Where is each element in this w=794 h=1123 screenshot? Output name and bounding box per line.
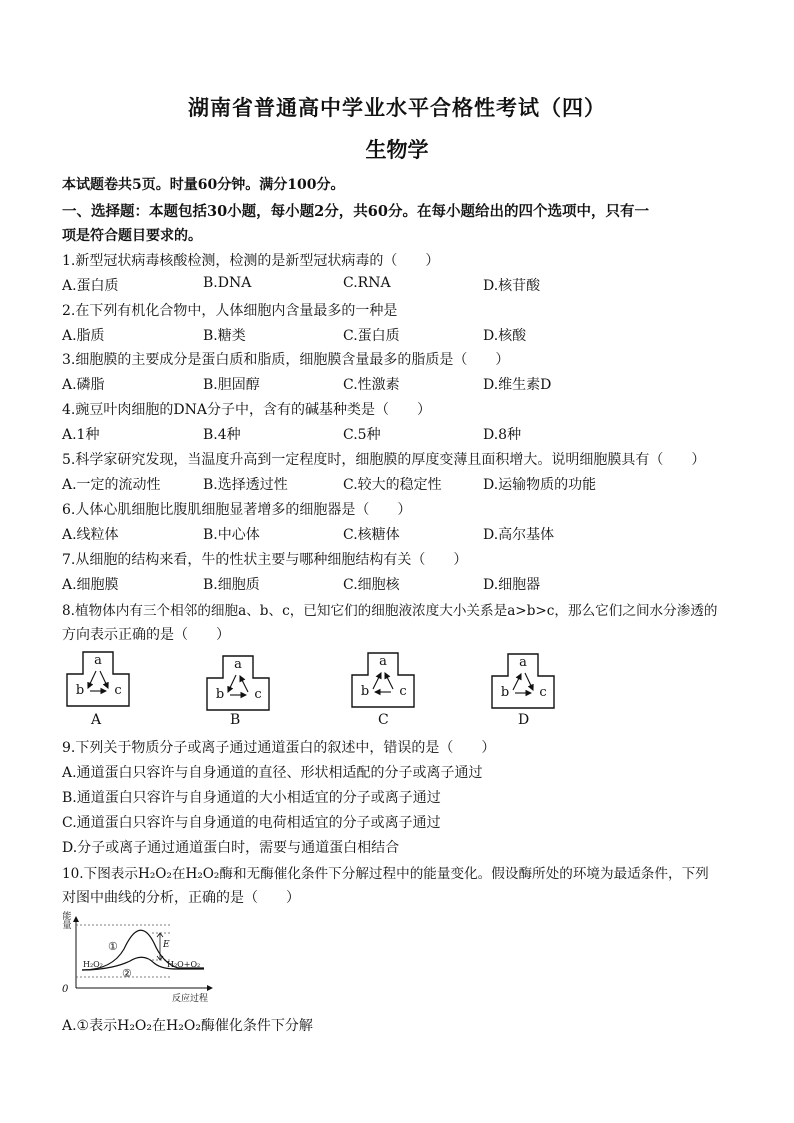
graph-origin: 0: [62, 984, 69, 995]
question-stem-cont: 方向表示正确的是（ ）: [62, 627, 230, 643]
cell-c-label: c: [399, 684, 407, 699]
option-a: A.1种: [62, 427, 100, 443]
cell-c-label: c: [539, 685, 547, 700]
option-c: C.性激素: [343, 377, 400, 393]
osmosis-diagram-b: [206, 655, 270, 715]
cell-c-label: c: [114, 683, 122, 698]
cell-c-label: c: [254, 687, 262, 702]
section-heading: 一、选择题：本题包括30小题，每小题2分，共60分。在每小题给出的四个选项中，只有一: [62, 203, 649, 220]
option-b: B.选择透过性: [203, 477, 288, 493]
option-b: B.4种: [203, 427, 241, 443]
option-a: A.一定的流动性: [62, 477, 161, 493]
question-stem: 7.从细胞的结构来看，牛的性状主要与哪种细胞结构有关（ ）: [62, 552, 468, 568]
question-stem: 9.下列关于物质分子或离子通过通道蛋白的叙述中，错误的是（ ）: [62, 740, 496, 756]
option-d: D.核酸: [483, 328, 527, 344]
option-d: D.细胞器: [483, 577, 541, 593]
cell-b-label: b: [500, 685, 510, 700]
osmosis-diagram-d: [491, 653, 555, 713]
option-c: C.蛋白质: [343, 328, 400, 344]
cell-a-label: a: [379, 654, 387, 669]
option-a: A.线粒体: [62, 527, 119, 543]
option-a: A.①表示H₂O₂在H₂O₂酶催化条件下分解: [62, 1018, 313, 1034]
question-stem: 3.细胞膜的主要成分是蛋白质和脂质，细胞膜含量最多的脂质是（ ）: [62, 352, 510, 368]
exam-title: 湖南省普通高中学业水平合格性考试（四）: [188, 95, 606, 120]
option-b: B.细胞质: [203, 577, 260, 593]
curve-2-label: ②: [122, 967, 132, 980]
option-a: A.磷脂: [62, 377, 105, 393]
option-a: A.细胞膜: [62, 577, 119, 593]
diagram-d-label: D: [518, 712, 530, 728]
option-c: C.RNA: [343, 275, 391, 291]
cell-b-label: b: [360, 684, 370, 699]
exam-intro: 本试题卷共5页。时量60分钟。满分100分。: [62, 177, 345, 193]
option-d: D.高尔基体: [483, 527, 555, 543]
question-stem: 2.在下列有机化合物中，人体细胞内含量最多的一种是: [62, 303, 398, 319]
osmosis-diagram-c: [351, 652, 415, 712]
option-a: A.蛋白质: [62, 278, 119, 294]
cell-a-label: a: [234, 657, 242, 672]
graph-ylabel: 能量: [62, 912, 72, 931]
cell-a-label: a: [94, 653, 102, 668]
cell-a-label: a: [519, 655, 527, 670]
question-stem: 8.植物体内有三个相邻的细胞a、b、c，已知它们的细胞液浓度大小关系是a>b>c，那么它们之间水分渗透的: [62, 603, 718, 619]
option-d: D.维生素D: [483, 377, 552, 393]
option-c: C.较大的稳定性: [343, 477, 442, 493]
option-c: C.核糖体: [343, 527, 400, 543]
subject-title: 生物学: [365, 137, 429, 162]
option-c: C.5种: [343, 427, 381, 443]
diagram-a-label: A: [91, 712, 102, 728]
option-d: D.运输物质的功能: [483, 477, 597, 493]
option-d: D.核苷酸: [483, 278, 541, 294]
reactant-label: H₂O₂: [83, 960, 103, 969]
option-b: B.DNA: [203, 275, 252, 291]
option-b: B.糖类: [203, 328, 246, 344]
curve-1-label: ①: [108, 940, 118, 953]
diagram-b-label: B: [230, 712, 241, 728]
option-c: C.细胞核: [343, 577, 400, 593]
cell-b-label: b: [215, 687, 225, 702]
question-stem: 4.豌豆叶肉细胞的DNA分子中，含有的碱基种类是（ ）: [62, 402, 431, 418]
option-c: C.通道蛋白只容许与自身通道的电荷相适宜的分子或离子通过: [62, 815, 441, 831]
graph-xlabel: 反应过程: [172, 994, 209, 1004]
product-label: H₂O+O₂: [167, 960, 201, 969]
option-b: B.通道蛋白只容许与自身通道的大小相适宜的分子或离子通过: [62, 790, 441, 806]
question-stem: 10.下图表示H₂O₂在H₂O₂酶和无酶催化条件下分解过程中的能量变化。假设酶所处的环境为最适条件，下列: [62, 866, 709, 882]
option-b: B.中心体: [203, 527, 260, 543]
option-a: A.脂质: [62, 328, 105, 344]
section-heading-cont: 项是符合题目要求的。: [62, 228, 202, 244]
question-stem-cont: 对图中曲线的分析，正确的是（ ）: [62, 890, 300, 906]
option-a: A.通道蛋白只容许与自身通道的直径、形状相适配的分子或离子通过: [62, 765, 483, 781]
question-stem: 5.科学家研究发现，当温度升高到一定程度时，细胞膜的厚度变薄且面积增大。说明细胞膜具有（ ）: [62, 452, 706, 468]
energy-e-label: E: [163, 940, 170, 950]
option-d: D.分子或离子通过通道蛋白时，需要与通道蛋白相结合: [62, 840, 400, 856]
question-stem: 1.新型冠状病毒核酸检测，检测的是新型冠状病毒的（ ）: [62, 253, 440, 269]
energy-curve-graph: [62, 912, 218, 1005]
diagram-c-label: C: [378, 712, 389, 728]
option-d: D.8种: [483, 427, 522, 443]
cell-b-label: b: [75, 683, 85, 698]
question-stem: 6.人体心肌细胞比腹肌细胞显著增多的细胞器是（ ）: [62, 502, 412, 518]
osmosis-diagram-a: [66, 651, 130, 711]
option-b: B.胆固醇: [203, 377, 260, 393]
